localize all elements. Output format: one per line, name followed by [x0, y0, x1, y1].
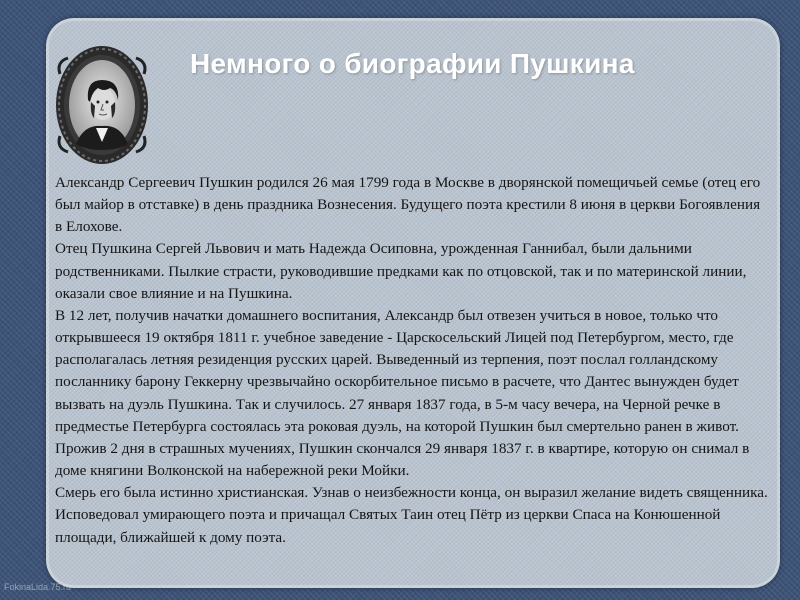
paragraph-lyceum-duel: В 12 лет, получив начатки домашнего воспитания, Александр был отвезен учиться в новое, только что открывшееся 19 октября 1811 г. учебное заведение - Царскосельский Лицей под Петербургом, место, где располагалась летняя резиденция русских царей. Выведенный из терпения, поэт послал голландскому посланнику барону Геккерну чрезвычайно оскорбительное письмо в расчете, что Дантес вынужден будет вызвать на дуэль Пушкина. Так и случилось. 27 января 1837 года, в 5-м часу вечера, на Черной речке в предместье Петербурга состоялась эта роковая дуэль, на которой Пушкин был смертельно ранен в живот. Прожив 2 дня в страшных мучениях, Пушкин скончался 29 января 1837 г. в квартире, которую он снимал в доме княгини Волконской на набережной реки Мойки. [55, 306, 750, 480]
paragraph-death: Смерь его была истинно христианская. Узнав о неизбежности конца, он выразил желание видеть священника. Исповедовал умирающего поэта и причащал Святых Таин отец Пётр из церкви Спаса на Конюшенной площади, ближайшей к дому поэта. [55, 484, 768, 546]
paragraph-parents: Отец Пушкина Сергей Львович и мать Надежда Осиповна, урожденная Ганнибал, были дальними родственниками. Пылкие страсти, руководившие предками как по отцовской, так и по материнской линии, оказали свое влияние и на Пушкина. [55, 240, 747, 302]
pushkin-portrait-icon [54, 44, 150, 166]
biography-text [55, 172, 770, 549]
watermark: FokinaLida.75.ru [4, 582, 72, 592]
paragraph-birth: Александр Сергеевич Пушкин родился 26 мая 1799 года в Москве в дворянской помещичьей семье (отец его был майор в отставке) в день праздника Вознесения. Будущего поэта крестили 8 июня в церкви Богоявления в Елохове. [55, 174, 761, 236]
slide-title: Немного о биографии Пушкина [190, 48, 635, 79]
